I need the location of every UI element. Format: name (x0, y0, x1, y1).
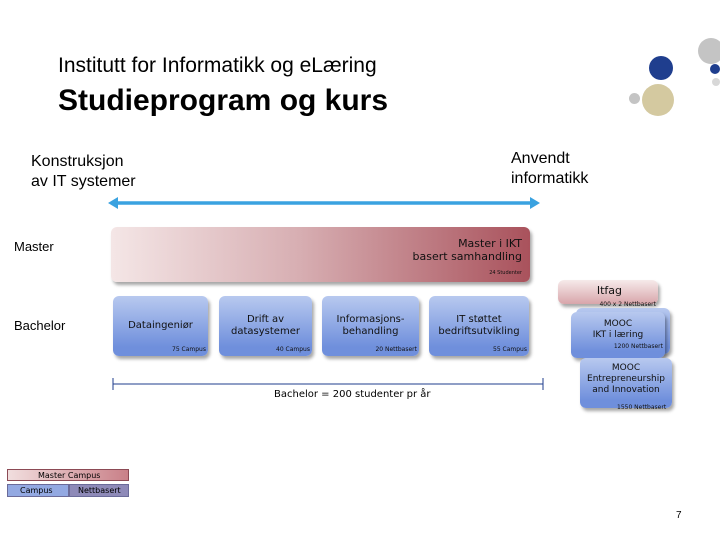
axis-left-label (31, 152, 136, 192)
axis-arrow (108, 196, 540, 210)
mooc-entrepreneurship-count: 1550 Nettbasert (617, 404, 667, 411)
axis-right-label (511, 149, 588, 189)
bachelor-program-title (429, 314, 529, 338)
bachelor-program-drift (219, 296, 312, 356)
bachelor-program-count: 20 Nettbasert (375, 346, 417, 353)
bachelor-program-line2: behandling (342, 326, 399, 337)
bachelor-program-informasjonsbehandling (322, 296, 419, 356)
bachelor-program-title: Dataingeniør (128, 320, 193, 331)
mooc-entrepreneurship-line2: Entrepreneurship (587, 373, 665, 384)
bachelor-program-dataingenior (113, 296, 208, 356)
legend-master-campus-label: Master Campus (38, 471, 101, 480)
mooc-entrepreneurship-line1: MOOC (611, 363, 641, 373)
master-program-count: 24 Studenter (489, 270, 522, 276)
axis-right-line1: Anvendt (511, 150, 570, 167)
bachelor-program-count: 55 Campus (493, 346, 527, 353)
bachelor-program-line1: Informasjons- (336, 314, 405, 325)
bachelor-program-line2: datasystemer (231, 326, 300, 337)
legend-nettbasert (69, 484, 129, 497)
level-bachelor: Bachelor (14, 318, 66, 333)
itfag-label: Itfag (596, 284, 622, 297)
master-program-box (111, 227, 530, 282)
decorative-circle-gray-small (629, 93, 640, 104)
axis-left-line2: av IT systemer (31, 173, 136, 190)
bachelor-program-title (219, 314, 312, 338)
mooc-entrepreneurship-box (580, 358, 672, 408)
decorative-circle-navy-small (710, 64, 720, 74)
institute-name: Institutt for Informatikk og eLæring (58, 54, 377, 77)
decorative-circle-tan (642, 84, 674, 116)
mooc-ikt-line1: MOOC (603, 319, 633, 329)
bachelor-program-line1: IT støttet (456, 314, 502, 325)
legend-nettbasert-label: Nettbasert (78, 486, 121, 495)
master-program-line2: basert samhandling (412, 250, 522, 264)
master-program-line1: Master i IKT (458, 237, 522, 250)
decorative-circle-gray-large (698, 38, 720, 64)
bachelor-program-count: 40 Campus (276, 346, 310, 353)
bachelor-program-line1: Drift av (246, 314, 285, 325)
mooc-ikt-box (571, 312, 665, 358)
bachelor-program-title (322, 314, 419, 338)
axis-right-line2: informatikk (511, 170, 589, 187)
legend-campus-label: Campus (20, 486, 53, 495)
level-master: Master (14, 239, 54, 254)
mooc-entrepreneurship-title (580, 363, 672, 395)
legend-master-campus (7, 469, 129, 481)
legend-campus (7, 484, 69, 497)
page-title: Studieprogram og kurs (58, 84, 389, 117)
decorative-circle-gray-tiny (712, 78, 720, 86)
decorative-circle-navy (649, 56, 673, 80)
mooc-entrepreneurship-line3: and Innovation (592, 384, 660, 395)
bachelor-note: Bachelor = 200 studenter pr år (274, 389, 431, 400)
bachelor-program-count: 75 Campus (172, 346, 206, 353)
bachelor-program-it-stottet (429, 296, 529, 356)
page-number: 7 (676, 510, 682, 521)
itfag-box (558, 280, 658, 308)
master-program-title (413, 237, 522, 263)
bachelor-program-line2: bedriftsutvikling (438, 326, 520, 337)
mooc-ikt-line2: IKT i læring (592, 329, 644, 340)
itfag-count: 400 x 2 Nettbasert (599, 301, 656, 308)
mooc-ikt-title (571, 319, 665, 341)
mooc-ikt-count: 1200 Nettbasert (613, 343, 663, 350)
axis-left-line1: Konstruksjon (31, 153, 124, 170)
